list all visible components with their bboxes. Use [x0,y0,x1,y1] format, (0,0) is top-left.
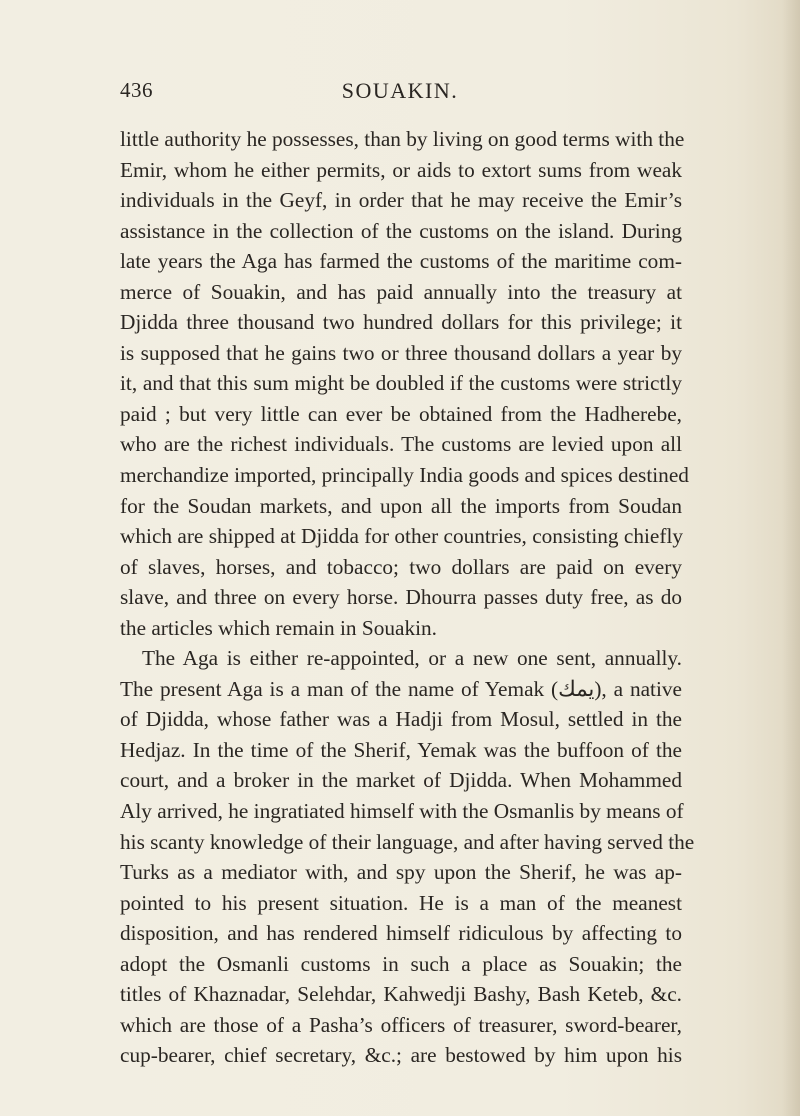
text-line: of Djidda, whose father was a Hadji from Mosul, settled in the [120,707,682,732]
text-line: who are the richest individuals. The customs are levied upon all [120,432,682,457]
body-text [120,124,695,1071]
text-line: The present Aga is a man of the name of Yemak (يمك), a native [120,676,682,701]
text-line: which are shipped at Djidda for other countries, consisting chiefly [120,524,684,549]
paragraph-start-line: The Aga is either re-appointed, or a new one sent, annually. [142,646,682,671]
text-line: which are those of a Pasha’s officers of treasurer, sword-bearer, [120,1012,682,1037]
text-line: Turks as a mediator with, and spy upon the Sherif, he was ap- [120,860,682,885]
text-line: adopt the Osmanli customs in such a place as Souakin; the [120,951,682,976]
text-line: his scanty knowledge of their language, and after having served the [120,829,695,854]
text-line: pointed to his present situation. He is a man of the meanest [120,890,682,915]
page-edge-shadow [782,0,800,1116]
text-line: disposition, and has rendered himself ridiculous by affecting to [120,921,682,946]
page-number: 436 [120,78,153,102]
text-line: merce of Souakin, and has paid annually into the treasury at [120,279,682,304]
text-line: individuals in the Geyf, in order that he may receive the Emir’s [120,188,682,213]
text-line: Djidda three thousand two hundred dollars for this privilege; it [120,310,682,335]
text-line: Emir, whom he either permits, or aids to extort sums from weak [120,157,682,182]
text-line: assistance in the collection of the customs on the island. During [120,218,682,243]
text-line: cup-bearer, chief secretary, &c.; are bestowed by him upon his [120,1043,682,1068]
text-line: of slaves, horses, and tobacco; two dollars are paid on every [120,554,682,579]
text-line: it, and that this sum might be doubled if the customs were strictly [120,371,682,396]
text-line: late years the Aga has farmed the customs of the maritime com- [120,249,682,274]
text-line: Aly arrived, he ingratiated himself with the Osmanlis by means of [120,799,684,824]
paragraph-end-line: the articles which remain in Souakin. [120,615,437,640]
text-line: little authority he possesses, than by living on good terms with the [120,127,685,151]
running-head: SOUAKIN. [341,78,459,103]
text-line: Hedjaz. In the time of the Sherif, Yemak was the buffoon of the [120,737,682,762]
text-line: slave, and three on every horse. Dhourra passes duty free, as do [120,585,682,610]
text-line: merchandize imported, principally India goods and spices destined [120,463,689,488]
text-line: court, and a broker in the market of Djidda. When Mohammed [120,768,682,793]
text-line: titles of Khaznadar, Selehdar, Kahwedji Bashy, Bash Keteb, &c. [120,982,682,1007]
text-line: is supposed that he gains two or three thousand dollars a year by [120,340,682,365]
page-header [120,78,680,108]
text-line: paid ; but very little can ever be obtained from the Hadherebe, [120,401,682,426]
text-line: for the Soudan markets, and upon all the imports from Soudan [120,493,682,518]
